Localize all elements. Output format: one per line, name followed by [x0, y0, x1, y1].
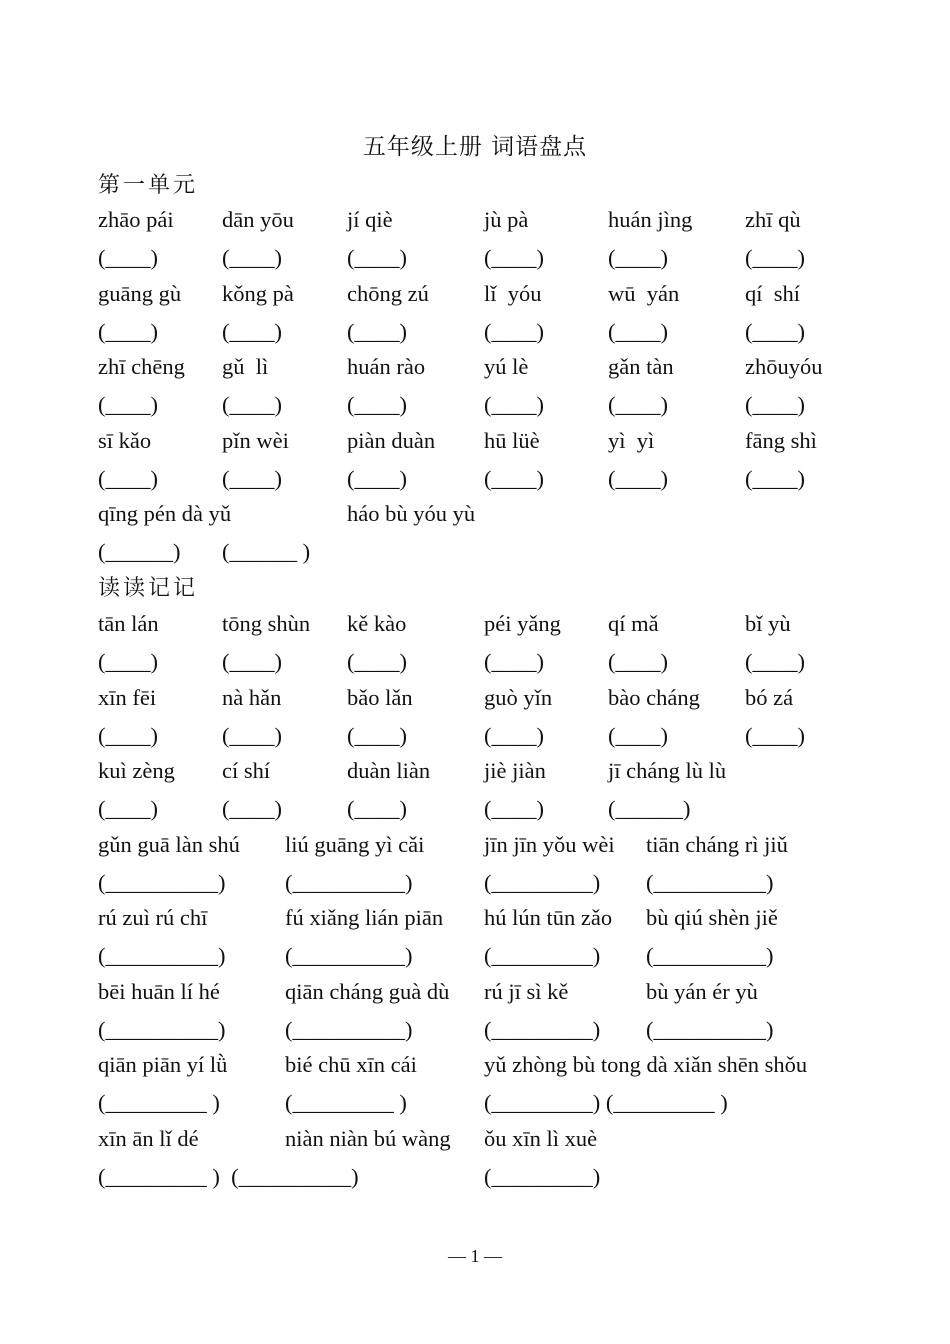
answer-blank[interactable]: (_________) — [484, 870, 601, 895]
pinyin-row — [0, 607, 950, 641]
pinyin-word: huán rào — [347, 354, 426, 379]
pinyin-word: hú lún tūn zǎo — [484, 905, 613, 930]
pinyin-word: ǒu xīn lì xuè — [484, 1126, 598, 1151]
pinyin-word: xīn ān lǐ dé — [98, 1126, 199, 1151]
answer-blank[interactable]: (__________) — [98, 870, 226, 895]
answer-blank[interactable]: (____) — [222, 245, 282, 270]
section-heading: 第一单元 — [98, 173, 199, 198]
answer-blank[interactable]: (____) — [98, 723, 158, 748]
pinyin-word: duàn liàn — [347, 758, 431, 783]
answer-blank[interactable]: (____) — [484, 796, 544, 821]
pinyin-word: fāng shì — [745, 428, 817, 453]
answer-row — [0, 866, 950, 900]
answer-blank[interactable]: (____) — [608, 319, 668, 344]
answer-blank[interactable]: (__________) — [646, 943, 774, 968]
pinyin-word: wū yán — [608, 281, 680, 306]
answer-row — [0, 645, 950, 679]
page-number: — 1 — — [448, 1246, 502, 1266]
pinyin-word: bào cháng — [608, 685, 700, 710]
pinyin-word: dān yōu — [222, 207, 294, 232]
answer-blank[interactable]: (____) — [484, 466, 544, 491]
pinyin-word: rú jī sì kě — [484, 979, 569, 1004]
answer-blank[interactable]: (__________) — [285, 1017, 413, 1042]
pinyin-word: bié chū xīn cái — [285, 1052, 417, 1077]
answer-blank[interactable]: (____) — [608, 466, 668, 491]
pinyin-row — [0, 1122, 950, 1156]
answer-row — [0, 388, 950, 422]
answer-blank[interactable]: (_________ ) — [285, 1090, 407, 1115]
pinyin-word: guò yǐn — [484, 685, 553, 710]
answer-blank[interactable]: (____) — [484, 319, 544, 344]
answer-blank[interactable]: (____) — [222, 319, 282, 344]
answer-blank[interactable]: (____) — [222, 723, 282, 748]
pinyin-row — [0, 497, 950, 531]
answer-row — [0, 462, 950, 496]
answer-blank[interactable]: (____) — [222, 392, 282, 417]
answer-blank[interactable]: (____) — [347, 319, 407, 344]
answer-blank[interactable]: (_________ ) — [98, 1090, 220, 1115]
pinyin-word: jiè jiàn — [484, 758, 546, 783]
pinyin-word: bù qiú shèn jiě — [646, 905, 778, 930]
pinyin-word: bó zá — [745, 685, 794, 710]
answer-row — [0, 315, 950, 349]
pinyin-word: hū lüè — [484, 428, 540, 453]
pinyin-word: bēi huān lí hé — [98, 979, 220, 1004]
pinyin-word: péi yǎng — [484, 611, 561, 636]
answer-blank[interactable]: (____) — [347, 245, 407, 270]
answer-blank[interactable]: (_________) — [484, 1164, 601, 1189]
answer-blank[interactable]: (____) — [484, 649, 544, 674]
answer-row — [0, 792, 950, 826]
answer-blank[interactable]: (____) — [608, 649, 668, 674]
answer-blank[interactable]: (__________) — [285, 870, 413, 895]
section-heading: 读读记记 — [98, 576, 199, 601]
answer-blank[interactable]: (__________) — [646, 870, 774, 895]
pinyin-word: tōng shùn — [222, 611, 311, 636]
answer-blank[interactable]: (____) — [347, 723, 407, 748]
pinyin-word: jī cháng lù lù — [608, 758, 727, 783]
pinyin-row — [0, 203, 950, 237]
pinyin-row — [0, 424, 950, 458]
answer-blank[interactable]: (____) — [608, 392, 668, 417]
answer-row — [0, 1013, 950, 1047]
pinyin-word: yì yì — [608, 428, 655, 453]
answer-blank[interactable]: (_________) — [484, 1017, 601, 1042]
pinyin-word: yǔ zhòng bù tong dà xiǎn shēn shǒu — [484, 1052, 808, 1077]
answer-blank[interactable]: (____) — [222, 796, 282, 821]
answer-blank[interactable]: (_________) (_________ ) — [484, 1090, 728, 1115]
pinyin-word: gǎn tàn — [608, 354, 674, 379]
answer-blank[interactable]: (_________) — [484, 943, 601, 968]
answer-blank[interactable]: (____) — [222, 466, 282, 491]
answer-blank[interactable]: (__________) — [285, 943, 413, 968]
pinyin-word: guāng gù — [98, 281, 182, 306]
pinyin-word: bǐ yù — [745, 611, 791, 636]
pinyin-row — [0, 754, 950, 788]
answer-blank[interactable]: (____) — [98, 245, 158, 270]
pinyin-word: kǒng pà — [222, 281, 294, 306]
pinyin-word: huán jìng — [608, 207, 693, 232]
pinyin-row — [0, 975, 950, 1009]
answer-row — [0, 719, 950, 753]
pinyin-word: tiān cháng rì jiǔ — [646, 832, 788, 857]
pinyin-word: bǎo lǎn — [347, 685, 413, 710]
pinyin-word: gǔ lì — [222, 354, 269, 379]
pinyin-word: pǐn wèi — [222, 428, 289, 453]
pinyin-word: qiān piān yí lǜ — [98, 1052, 228, 1077]
pinyin-word: jù pà — [484, 207, 529, 232]
pinyin-word: liú guāng yì cǎi — [285, 832, 425, 857]
answer-blank[interactable]: (____) — [745, 723, 805, 748]
pinyin-word: piàn duàn — [347, 428, 436, 453]
pinyin-word: qiān cháng guà dù — [285, 979, 450, 1004]
pinyin-row — [0, 350, 950, 384]
pinyin-row — [0, 901, 950, 935]
pinyin-word: rú zuì rú chī — [98, 905, 208, 930]
answer-blank[interactable]: (____) — [745, 649, 805, 674]
pinyin-word: bù yán ér yù — [646, 979, 758, 1004]
pinyin-word: zhāo pái — [98, 207, 174, 232]
answer-blank[interactable]: (____) — [347, 392, 407, 417]
answer-blank[interactable]: (____) — [98, 319, 158, 344]
pinyin-row — [0, 681, 950, 715]
answer-blank[interactable]: (____) — [98, 796, 158, 821]
pinyin-word: jīn jīn yǒu wèi — [484, 832, 615, 857]
pinyin-word: kuì zèng — [98, 758, 175, 783]
pinyin-word: kě kào — [347, 611, 407, 636]
pinyin-word: qīng pén dà yǔ — [98, 501, 232, 526]
answer-blank[interactable]: (__________) — [646, 1017, 774, 1042]
pinyin-word: nà hǎn — [222, 685, 282, 710]
pinyin-word: niàn niàn bú wàng — [285, 1126, 451, 1151]
answer-blank[interactable]: (____) — [98, 466, 158, 491]
page-title: 五年级上册 词语盘点 — [362, 134, 588, 160]
pinyin-word: qí shí — [745, 281, 801, 306]
answer-blank[interactable]: (____) — [745, 466, 805, 491]
answer-blank[interactable]: (____) — [608, 723, 668, 748]
answer-blank[interactable]: (____) — [98, 392, 158, 417]
pinyin-word: xīn fēi — [98, 685, 157, 710]
answer-blank[interactable]: (____) — [347, 466, 407, 491]
pinyin-word: zhī chēng — [98, 354, 185, 379]
answer-blank[interactable]: (__________) — [98, 943, 226, 968]
answer-blank[interactable]: (____) — [484, 723, 544, 748]
pinyin-row — [0, 1048, 950, 1082]
answer-blank[interactable]: (______ ) — [222, 539, 311, 564]
pinyin-word: chōng zú — [347, 281, 429, 306]
answer-blank[interactable]: (____) — [98, 649, 158, 674]
pinyin-row — [0, 277, 950, 311]
answer-blank[interactable]: (____) — [222, 649, 282, 674]
answer-blank[interactable]: (_________ ) (__________) — [98, 1164, 359, 1189]
answer-blank[interactable]: (____) — [745, 245, 805, 270]
answer-row — [0, 1086, 950, 1120]
pinyin-word: gǔn guā làn shú — [98, 832, 240, 857]
answer-blank[interactable]: (______) — [608, 796, 691, 821]
pinyin-word: zhī qù — [745, 207, 801, 232]
pinyin-word: yú lè — [484, 354, 529, 379]
answer-row — [0, 939, 950, 973]
answer-blank[interactable]: (____) — [745, 319, 805, 344]
pinyin-word: háo bù yóu yù — [347, 501, 476, 526]
answer-blank[interactable]: (____) — [347, 796, 407, 821]
answer-blank[interactable]: (__________) — [98, 1017, 226, 1042]
answer-row — [0, 1160, 950, 1194]
answer-blank[interactable]: (____) — [347, 649, 407, 674]
pinyin-word: cí shí — [222, 758, 271, 783]
pinyin-word: lǐ yóu — [484, 281, 542, 306]
answer-blank[interactable]: (______) — [98, 539, 181, 564]
answer-blank[interactable]: (____) — [608, 245, 668, 270]
pinyin-word: fú xiǎng lián piān — [285, 905, 444, 930]
pinyin-word: tān lán — [98, 611, 159, 636]
answer-blank[interactable]: (____) — [745, 392, 805, 417]
answer-blank[interactable]: (____) — [484, 392, 544, 417]
answer-blank[interactable]: (____) — [484, 245, 544, 270]
answer-row — [0, 241, 950, 275]
pinyin-word: sī kǎo — [98, 428, 152, 453]
pinyin-word: qí mǎ — [608, 611, 659, 636]
answer-row — [0, 535, 950, 569]
pinyin-row — [0, 828, 950, 862]
pinyin-word: zhōuyóu — [745, 354, 823, 379]
pinyin-word: jí qiè — [347, 207, 393, 232]
